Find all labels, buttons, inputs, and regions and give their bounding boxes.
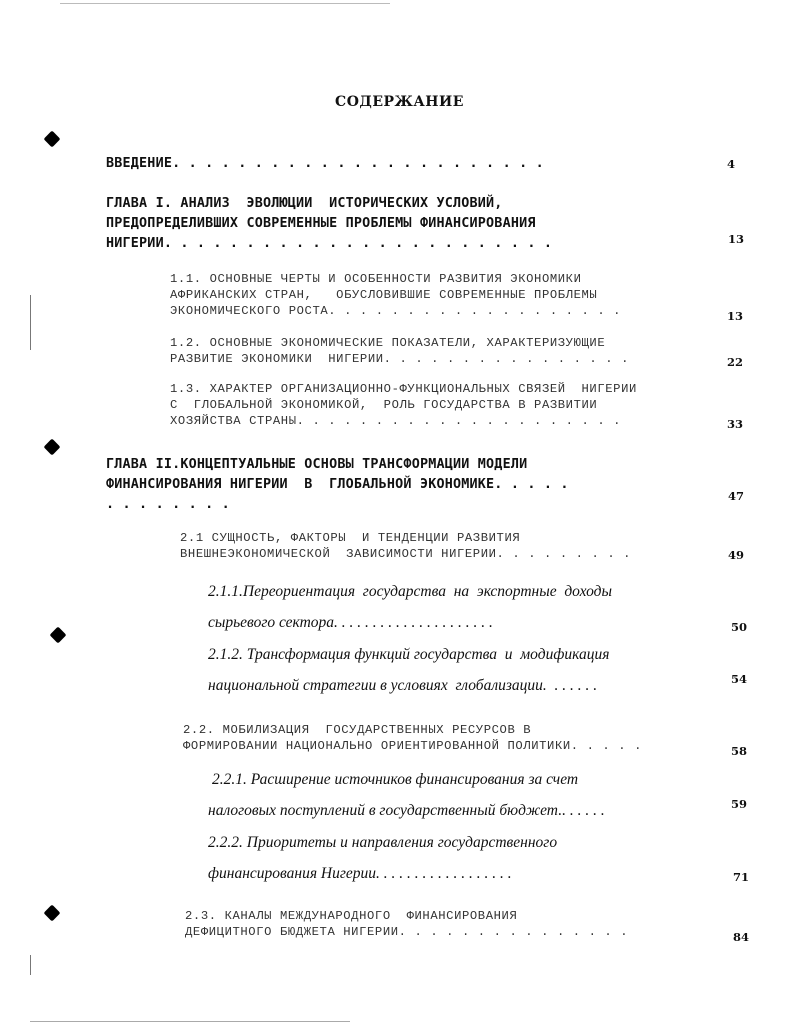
toc-s2-2-2-line-2: финансирования Нигерии. . . . . . . . . . . . . . . . . . <box>208 865 512 882</box>
toc-s2-1-line-1: 2.1 СУЩНОСТЬ, ФАКТОРЫ И ТЕНДЕНЦИИ РАЗВИТИЯ <box>180 531 521 545</box>
toc-s2-2-line-2: ФОРМИРОВАНИИ НАЦИОНАЛЬНО ОРИЕНТИРОВАННОЙ ПОЛИТИКИ. . . . . <box>183 739 642 753</box>
scan-artifact-bottom <box>30 1021 350 1022</box>
toc-ch1-page: 13 <box>728 232 745 246</box>
toc-s2-3-line-2: ДЕФИЦИТНОГО БЮДЖЕТА НИГЕРИИ. . . . . . . . . . . . . . . <box>185 925 629 939</box>
toc-s2-3-line-1: 2.3. КАНАЛЫ МЕЖДУНАРОДНОГО ФИНАНСИРОВАНИЯ <box>185 909 518 923</box>
toc-s2-1-1-line-1: 2.1.1.Переориентация государства на экспортные доходы <box>208 583 612 600</box>
toc-s2-2-page: 58 <box>731 744 748 758</box>
toc-s1-2-line-1: 1.2. ОСНОВНЫЕ ЭКОНОМИЧЕСКИЕ ПОКАЗАТЕЛИ, ХАРАКТЕРИЗУЮЩИЕ <box>170 336 606 350</box>
toc-s2-1-line-2: ВНЕШНЕЭКОНОМИЧЕСКОЙ ЗАВИСИМОСТИ НИГЕРИИ. . . . . . . . . <box>180 547 632 561</box>
scan-artifact-left-1 <box>30 295 31 350</box>
toc-s1-3-line-2: С ГЛОБАЛЬНОЙ ЭКОНОМИКОЙ, РОЛЬ ГОСУДАРСТВА В РАЗВИТИИ <box>170 398 598 412</box>
margin-mark-1 <box>44 131 61 148</box>
toc-s2-2-1-page: 59 <box>731 797 748 811</box>
scan-artifact-top <box>60 3 390 4</box>
toc-ch2-line-1: ГЛАВА II.КОНЦЕПТУАЛЬНЫЕ ОСНОВЫ ТРАНСФОРМАЦИИ МОДЕЛИ <box>106 457 528 472</box>
toc-s2-1-2-page: 54 <box>731 672 748 686</box>
margin-mark-4 <box>44 905 61 922</box>
toc-ch2-line-2: ФИНАНСИРОВАНИЯ НИГЕРИИ В ГЛОБАЛЬНОЙ ЭКОНОМИКЕ. . . . . <box>106 477 569 492</box>
toc-ch2-page: 47 <box>728 489 745 503</box>
toc-s2-1-1-page: 50 <box>731 620 748 634</box>
toc-s1-1-page: 13 <box>727 309 744 323</box>
toc-s2-2-1-line-2: налоговых поступлений в государственный бюджет.. . . . . . <box>208 802 605 819</box>
toc-s1-1-line-1: 1.1. ОСНОВНЫЕ ЧЕРТЫ И ОСОБЕННОСТИ РАЗВИТИЯ ЭКОНОМИКИ <box>170 272 582 286</box>
toc-s2-1-2-line-1: 2.1.2. Трансформация функций государства и модификация <box>208 646 610 663</box>
toc-s1-2-page: 22 <box>727 355 744 369</box>
toc-s2-1-1-line-2: сырьевого сектора. . . . . . . . . . . . . . . . . . . . . <box>208 614 493 631</box>
page-title: СОДЕРЖАНИЕ <box>335 94 464 110</box>
toc-s2-2-2-line-1: 2.2.2. Приоритеты и направления государственного <box>208 834 558 851</box>
toc-intro-line: ВВЕДЕНИЕ. . . . . . . . . . . . . . . . . . . . . . . <box>106 156 544 171</box>
toc-ch1-line-1: ГЛАВА I. АНАЛИЗ ЭВОЛЮЦИИ ИСТОРИЧЕСКИХ УСЛОВИЙ, <box>106 196 503 211</box>
toc-s1-1-line-2: АФРИКАНСКИХ СТРАН, ОБУСЛОВИВШИЕ СОВРЕМЕННЫЕ ПРОБЛЕМЫ <box>170 288 598 302</box>
toc-s1-3-line-1: 1.3. ХАРАКТЕР ОРГАНИЗАЦИОННО-ФУНКЦИОНАЛЬНЫХ СВЯЗЕЙ НИГЕРИИ <box>170 382 637 396</box>
margin-mark-3 <box>50 627 67 644</box>
toc-s2-1-2-line-2: национальной стратегии в условиях глобализации. . . . . . . <box>208 677 598 694</box>
toc-s1-1-line-3: ЭКОНОМИЧЕСКОГО РОСТА. . . . . . . . . . . . . . . . . . . <box>170 304 622 318</box>
margin-mark-2 <box>44 439 61 456</box>
toc-s2-2-1-line-1: 2.2.1. Расширение источников финансирования за счет <box>212 771 579 788</box>
scan-artifact-left-2 <box>30 955 31 975</box>
toc-s1-2-line-2: РАЗВИТИЕ ЭКОНОМИКИ НИГЕРИИ. . . . . . . . . . . . . . . . <box>170 352 629 366</box>
toc-s1-3-line-3: ХОЗЯЙСТВА СТРАНЫ. . . . . . . . . . . . . . . . . . . . . <box>170 414 622 428</box>
toc-ch1-line-2: ПРЕДОПРЕДЕЛИВШИХ СОВРЕМЕННЫЕ ПРОБЛЕМЫ ФИНАНСИРОВАНИЯ <box>106 216 536 231</box>
toc-s2-2-line-1: 2.2. МОБИЛИЗАЦИЯ ГОСУДАРСТВЕННЫХ РЕСУРСОВ В <box>183 723 532 737</box>
toc-s2-2-2-page: 71 <box>733 870 750 884</box>
toc-intro-page: 4 <box>727 157 736 171</box>
toc-s1-3-page: 33 <box>727 417 744 431</box>
toc-ch1-line-3: НИГЕРИИ. . . . . . . . . . . . . . . . . . . . . . . . <box>106 236 553 251</box>
toc-ch2-line-3: . . . . . . . . <box>106 497 230 512</box>
toc-s2-3-page: 84 <box>733 930 750 944</box>
toc-s2-1-page: 49 <box>728 548 745 562</box>
